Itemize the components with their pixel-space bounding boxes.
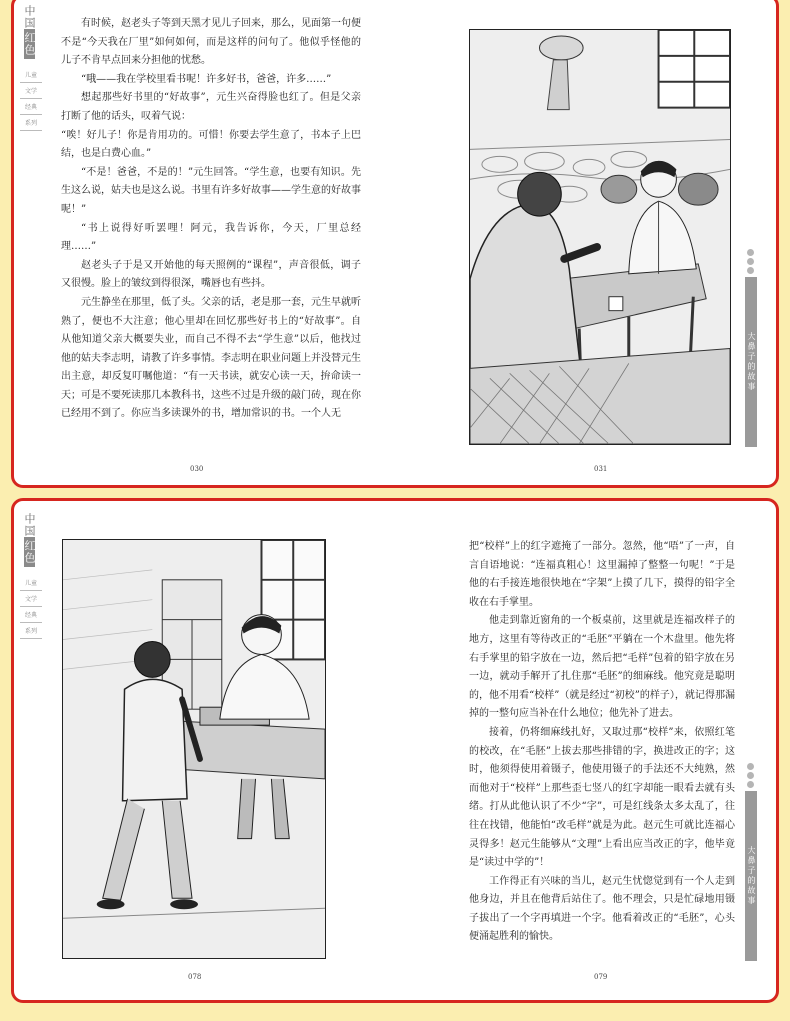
- series-item: 系列: [20, 115, 42, 131]
- brand-top: 中国: [23, 5, 36, 29]
- brand-vertical: [24, 513, 35, 567]
- page-text-079: [469, 538, 735, 947]
- paragraph: “唉！好儿子！你是肯用功的。可惜！你要去学生意了，书本子上巴结，也是白费心血。”: [61, 129, 361, 160]
- series-item: 文学: [20, 591, 42, 607]
- series-item: 经典: [20, 99, 42, 115]
- paragraph: 元生静坐在那里，低了头。父亲的话，老是那一套，元生早就听熟了，便也不大注意；他心里却在回忆那些好书上的“好故事”。自从他知道父亲大概要失业，而自己不得不去“学生意”以后，他找过他的姑夫李志明，请教了许多事情。李志明在职业问题上并没替元生出主意，却反复叮嘱他道：“有一天书读，就安心读一天，拚命读一天；可是不要死读那几本教科书，这些不过是升级的敲门砖，现在你已经用不到了。你应当多读课外的书，增加常识的书。一个人无: [61, 296, 361, 420]
- chapter-dots: [747, 249, 755, 276]
- paragraph: “哦——我在学校里看书呢！许多好书，爸爸，许多……”: [81, 73, 332, 85]
- paragraph: 工作得正有兴味的当儿，赵元生忧惚觉到有一个人走到他身边，并且在他背后站住了。他不理会，只是忙碌地用镊子拔出了一个字再填进一个字。他看着改正的“毛胚”，心头便涌起胜利的愉快。: [469, 875, 735, 943]
- spread-bottom: [11, 498, 779, 1003]
- illustration-sketch: [63, 540, 325, 958]
- illustration-father-and-son: [469, 29, 731, 445]
- paragraph: “书上说得好听罢哩！阿元，我告诉你，今天，厂里总经理……”: [61, 222, 361, 253]
- series-item: 经典: [20, 607, 42, 623]
- spread-top: [11, 0, 779, 488]
- brand-vertical: [24, 5, 35, 59]
- paragraph: 他走到靠近窗角的一个板桌前，这里就是连福改样子的地方，这里有等待改正的“毛胚”平躺在一个木盘里。他先将右手掌里的铅字放在一边，然后把“毛样”包着的铅字放在另一边，就动手解开了扎住那“毛胚”的细麻线。他究竟是聪明的，他不用看“校样”（就是经过“初校”的样子），就记得那漏掉的一整句应当补在什么地位；他先补了进去。: [469, 615, 735, 720]
- brand-highlight: 红色: [24, 537, 35, 567]
- page-number: 079: [594, 973, 608, 981]
- series-item: 儿童: [20, 575, 42, 591]
- paragraph: “不是！爸爸，不是的！”元生回答。“学生意，也要有知识。先生这么说，姑夫也是这么说。书里有许多好故事——学生意的好故事呢！”: [61, 166, 361, 215]
- paragraph: 想起那些好书里的“好故事”，元生兴奋得脸也红了。但是父亲打断了他的话头，叹着气说：: [61, 92, 361, 122]
- paragraph: 赵老头子于是又开始他的每天照例的“课程”，声音很低，调子又很慢。脸上的皱纹到得很深，嘴唇也有些抖。: [61, 259, 361, 290]
- book-title-tab: 大鼻子的故事: [745, 791, 757, 961]
- brand-top: 中国: [23, 513, 36, 537]
- paragraph: 把“校样”上的红字遮掩了一部分。忽然，他“唔”了一声，自言自语地说：“连福真粗心！这里漏掉了整整一句呢！”于是他的右手接连地很快地在“字架”上摸了几下，摸得的铅字全收在右手掌里。: [469, 541, 735, 608]
- paragraph: 接着，仍将细麻线扎好，又取过那“校样”来，依照红笔的校改，在“毛胚”上拔去那些排错的字，换进改正的字；这时，他须得使用着镊子，他使用镊子的手法还不大纯熟，然而他对于“校样”上那些歪七竖八的红字却能一眼看去就有头绪。打从此他认识了不少“字”，可是红线条太多太乱了，往往在找错，他能怕“改毛样”就是为此。赵元生可就比连福心灵得多！赵元生能够从“文理”上看出应当改正的字，他毕竟是“读过中学的”！: [469, 726, 735, 869]
- page-text-030: [61, 15, 361, 424]
- series-item: 系列: [20, 623, 42, 639]
- illustration-sketch: [470, 30, 730, 444]
- series-item: 儿童: [20, 67, 42, 83]
- page-number: 030: [190, 465, 204, 473]
- illustration-print-shop: [62, 539, 326, 959]
- chapter-dots: [747, 763, 755, 790]
- page-number: 078: [188, 973, 202, 981]
- paragraph: 有时候，赵老头子等到天黑才见儿子回来，那么，见面第一句便不是“今天我在厂里”如何如何，而是这样的问句了。他似乎怪他的儿子不肯早点回来分担他的忧愁。: [61, 18, 361, 67]
- series-sidebar: [18, 5, 44, 145]
- series-item: 文学: [20, 83, 42, 99]
- book-title-tab: 大鼻子的故事: [745, 277, 757, 447]
- brand-highlight: 红色: [24, 29, 35, 59]
- series-sidebar: [18, 513, 44, 653]
- page-number: 031: [594, 465, 608, 473]
- series-list: [20, 575, 42, 639]
- series-list: [20, 67, 42, 131]
